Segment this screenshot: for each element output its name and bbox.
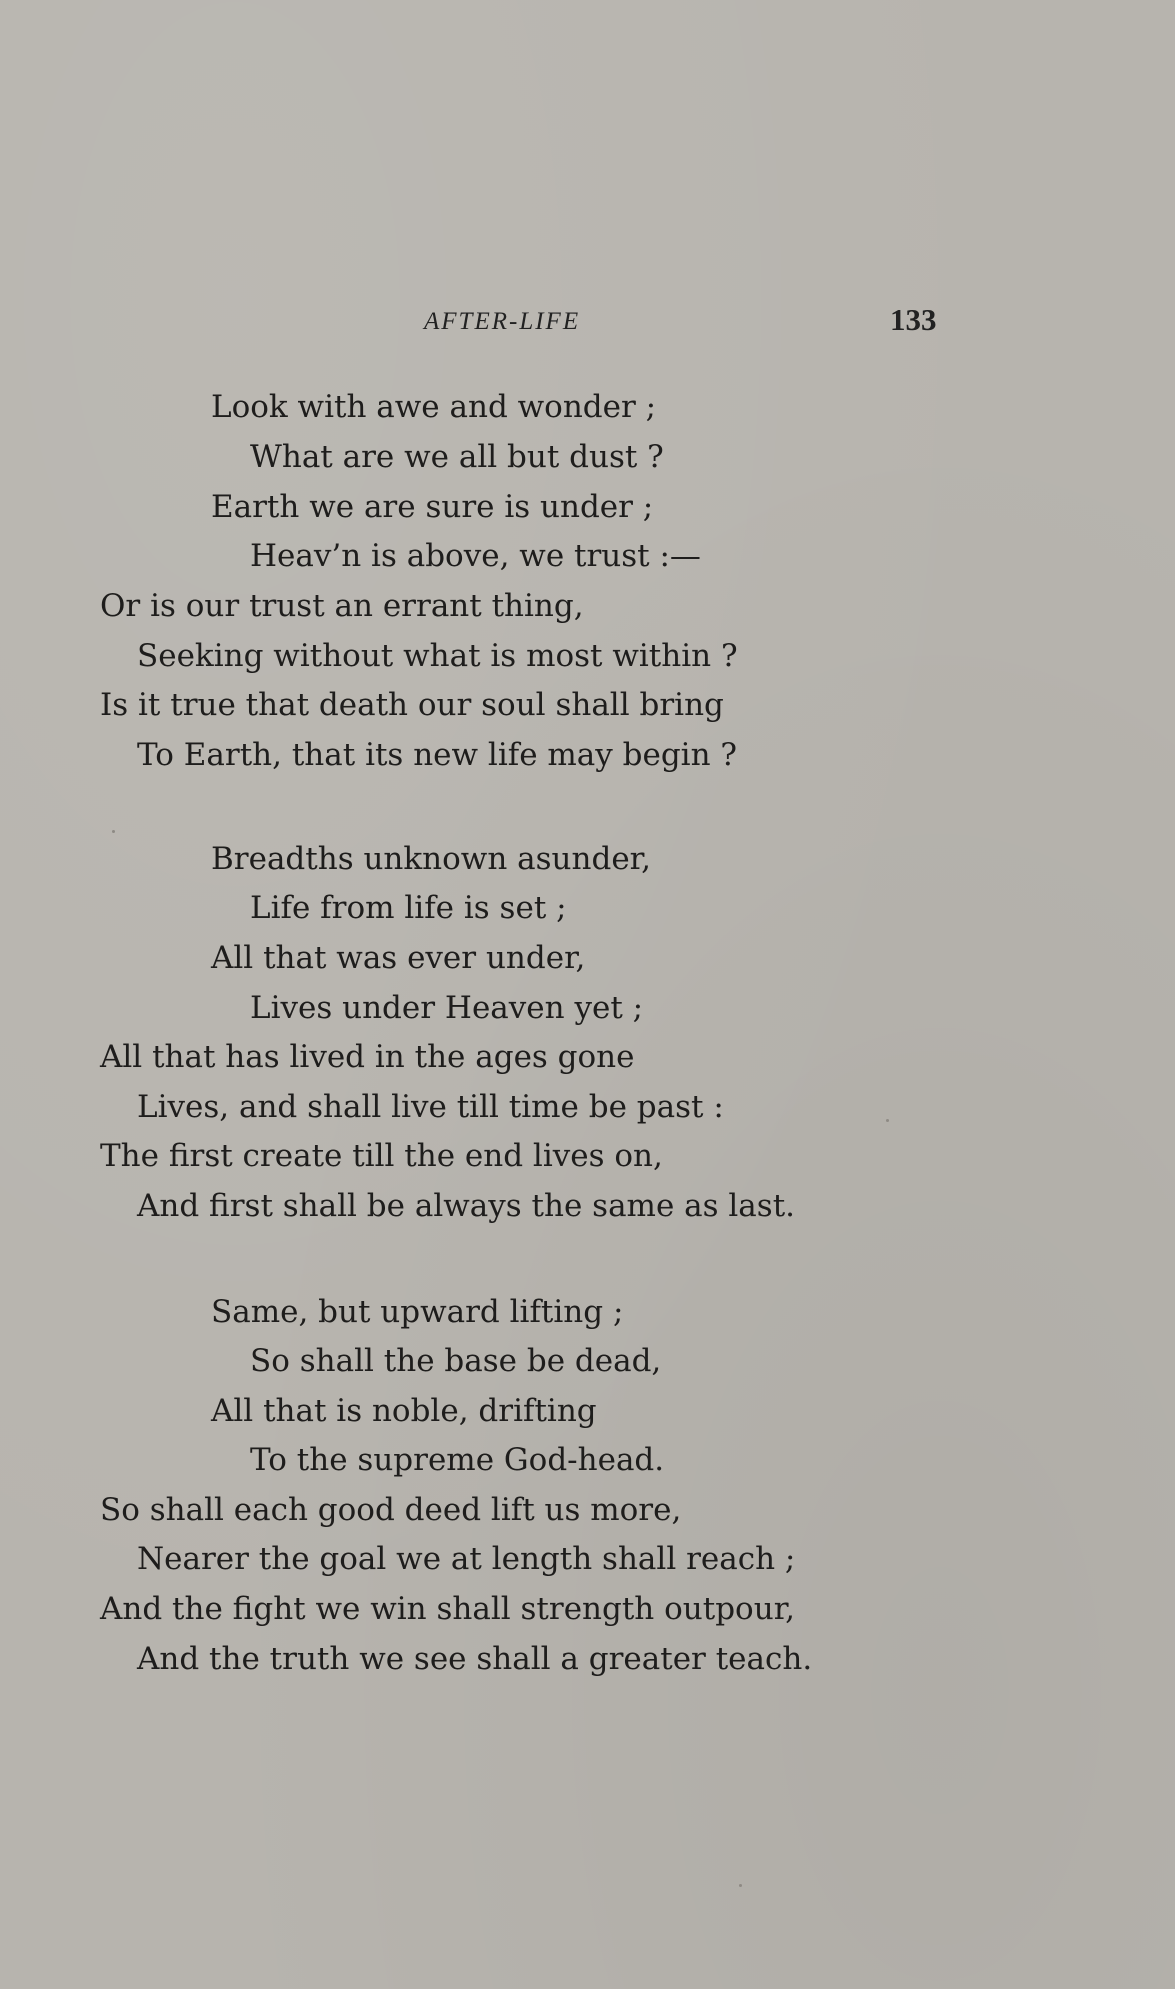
poem-line: Heav’n is above, we trust :— (250, 538, 701, 574)
paper-speck (112, 830, 115, 833)
poem-line: All that is noble, drifting (211, 1393, 597, 1429)
poem-line: To the supreme God-head. (250, 1442, 665, 1478)
poem-line: Is it true that death our soul shall bring (100, 687, 724, 723)
poem-line: All that has lived in the ages gone (100, 1039, 635, 1075)
poem-line: Same, but upward lifting ; (211, 1294, 624, 1330)
poem-line: And the fight we win shall strength outpour, (100, 1591, 795, 1627)
paper-speck (886, 1119, 889, 1122)
poem-line: All that was ever under, (211, 940, 586, 976)
running-title: AFTER-LIFE (424, 308, 581, 335)
poem-line: Lives, and shall live till time be past : (137, 1089, 724, 1125)
poem-line: And the truth we see shall a greater teach. (137, 1641, 813, 1677)
poem-line: Seeking without what is most within ? (137, 638, 738, 674)
page-number: 133 (890, 302, 937, 337)
poem-line: And first shall be always the same as last. (137, 1188, 796, 1224)
poem-line: So shall each good deed lift us more, (100, 1492, 682, 1528)
poem-line: What are we all but dust ? (250, 439, 664, 475)
poem-line: Breadths unknown asunder, (211, 841, 651, 877)
poem-line: To Earth, that its new life may begin ? (137, 737, 738, 773)
poem-line: Or is our trust an errant thing, (100, 588, 584, 624)
paper-speck (739, 1884, 742, 1887)
poem-line: The first create till the end lives on, (100, 1138, 663, 1174)
poem-line: Life from life is set ; (250, 890, 567, 926)
poem-line: Look with awe and wonder ; (211, 389, 657, 425)
poem-line: Lives under Heaven yet ; (250, 990, 644, 1026)
poem-line: So shall the base be dead, (250, 1343, 662, 1379)
poem-line: Earth we are sure is under ; (211, 489, 654, 525)
poem-line: Nearer the goal we at length shall reach ; (137, 1541, 796, 1577)
